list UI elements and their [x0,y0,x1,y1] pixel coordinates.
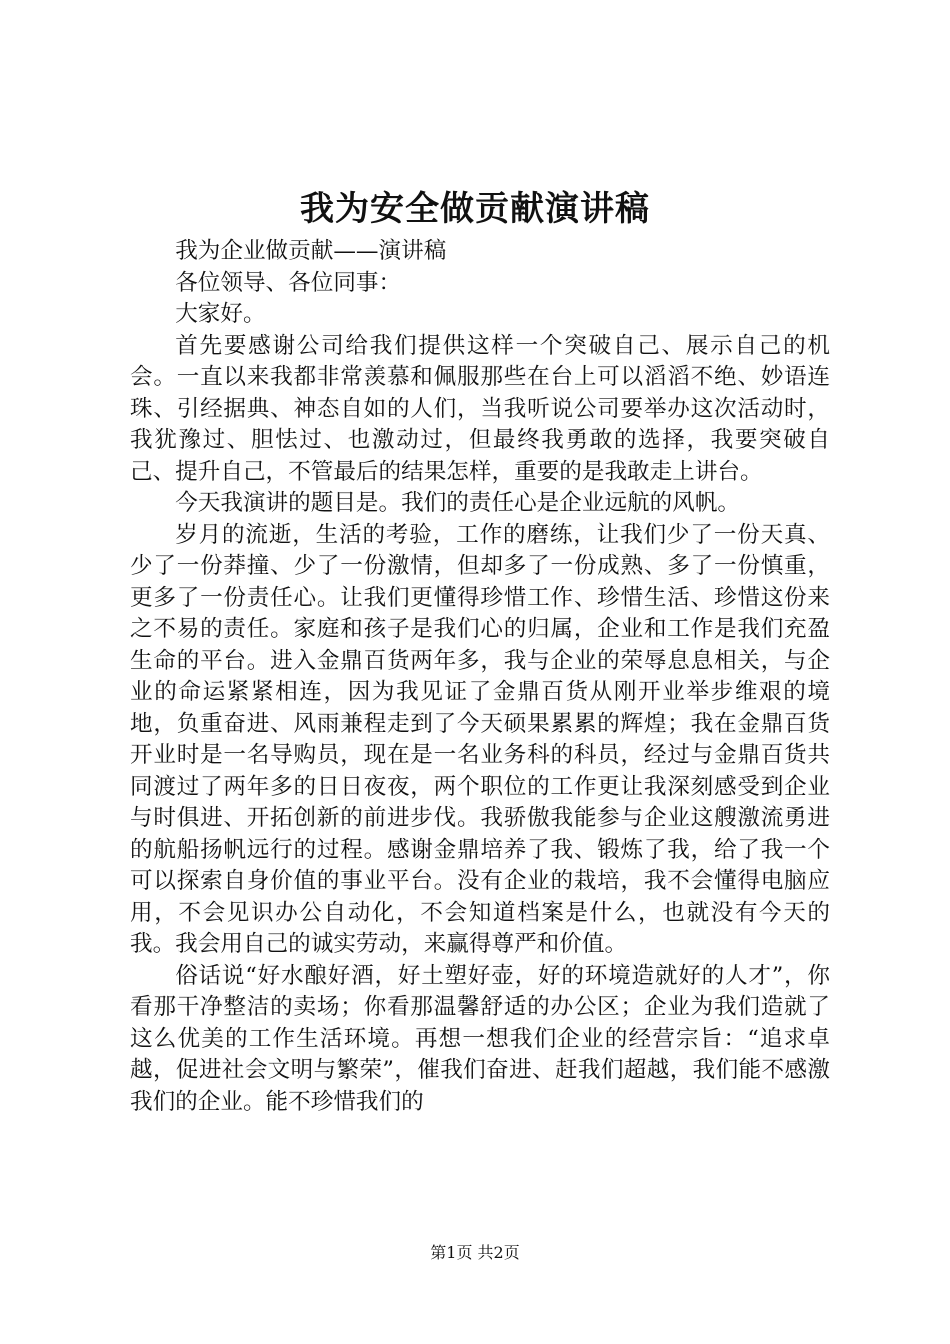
paragraph-responsibility: 岁月的流逝，生活的考验，工作的磨练，让我们少了一份天真、少了一份莽撞、少了一份激情，但却多了一份成熟、多了一份慎重，更多了一份责任心。让我们更懂得珍惜工作、珍惜生活、珍惜这份来之不易的责任。家庭和孩子是我们心的归属，企业和工作是我们充盈生命的平台。进入金鼎百货两年多，我与企业的荣辱息息相关，与企业的命运紧紧相连，因为我见证了金鼎百货从刚开业举步维艰的境地，负重奋进、风雨兼程走到了今天硕果累累的辉煌；我在金鼎百货开业时是一名导购员，现在是一名业务科的科员，经过与金鼎百货共同渡过了两年多的日日夜夜，两个职位的工作更让我深刻感受到企业与时俱进、开拓创新的前进步伐。我骄傲我能参与企业这艘激流勇进的航船扬帆远行的过程。感谢金鼎培养了我、锻炼了我，给了我一个可以探索自身价值的事业平台。没有企业的栽培，我不会懂得电脑应用，不会见识办公自动化，不会知道档案是什么，也就没有今天的我。我会用自己的诚实劳动，来赢得尊严和价值。 [130,521,830,957]
salutation-line: 各位领导、各位同事： [175,269,402,296]
paragraph-topic: 今天我演讲的题目是。我们的责任心是企业远航的风帆。 [175,490,741,516]
page-footer: 第1页 共2页 [430,1243,520,1262]
subtitle-line: 我为企业做贡献——演讲稿 [175,238,447,264]
paragraph-intro: 首先要感谢公司给我们提供这样一个突破自己、展示自己的机会。一直以来我都非常羡慕和佩服那些在台上可以滔滔不绝、妙语连珠、引经据典、神态自如的人们，当我听说公司要举办这次活动时，我犹豫过、胆怯过、也激动过，但最终我勇敢的选择，我要突破自己、提升自己，不管最后的结果怎样，重要的是我敢走上讲台。 [130,332,830,485]
greeting-line: 大家好。 [175,301,266,327]
paragraph-environment: 俗话说“好水酿好酒，好土塑好壶，好的环境造就好的人才”，你看那干净整洁的卖场；你看那温馨舒适的办公区；企业为我们造就了这么优美的工作生活环境。再想一想我们企业的经营宗旨：“追求卓越，促进社会文明与繁荣”，催我们奋进、赶我们超越，我们能不感激我们的企业。能不珍惜我们的 [130,962,830,1115]
document-body [130,236,830,1118]
document-title: 我为安全做贡献演讲稿 [300,189,650,229]
